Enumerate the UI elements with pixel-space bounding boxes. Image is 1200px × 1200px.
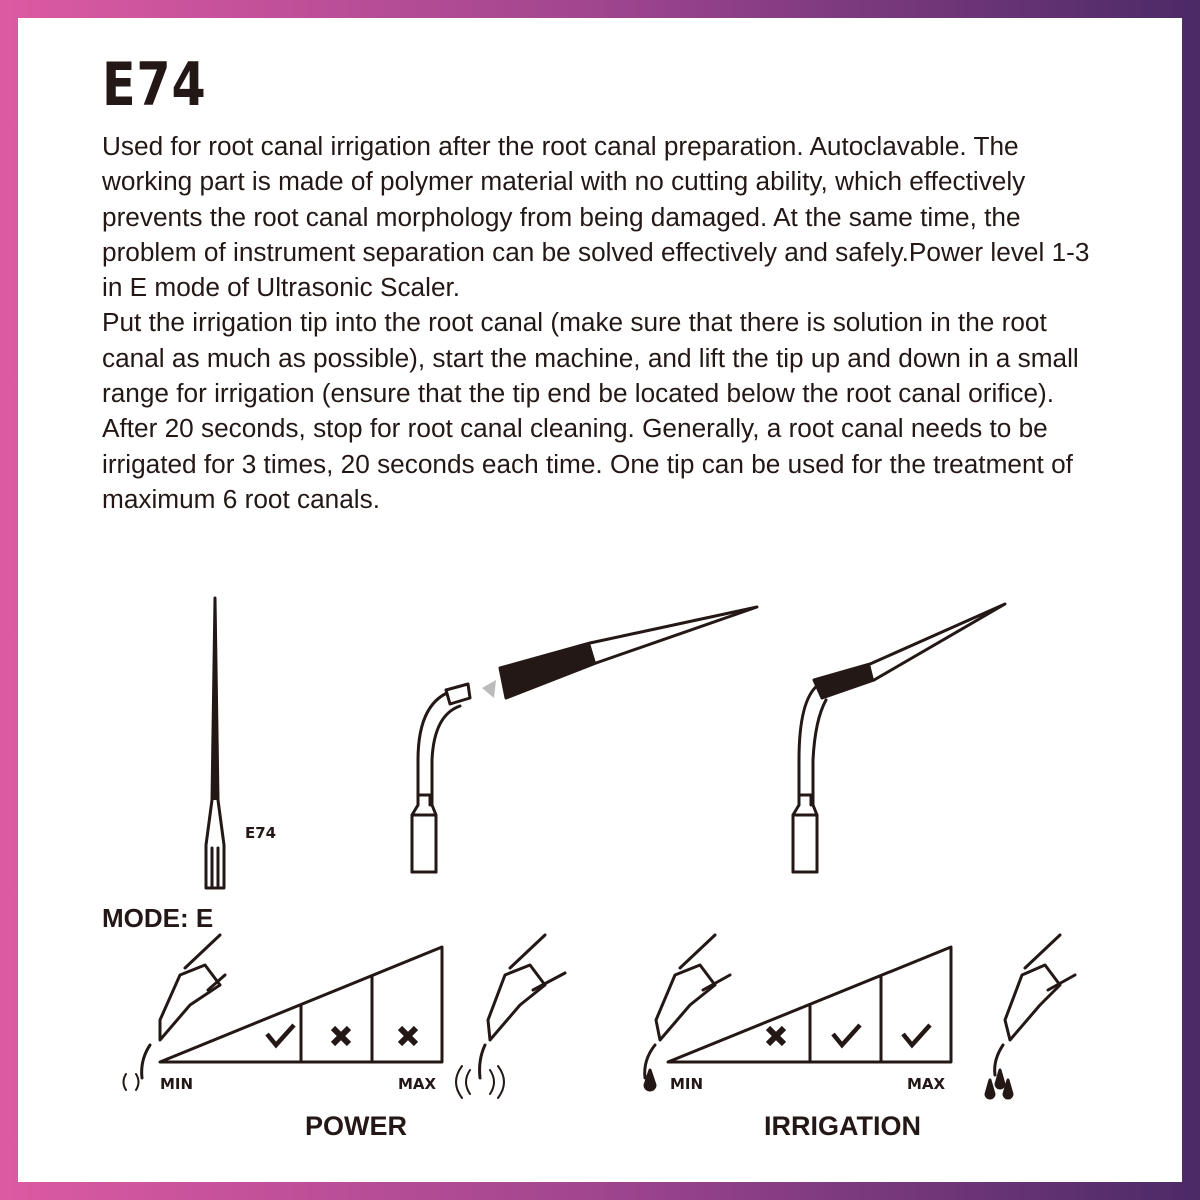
cross-icon: [333, 1028, 349, 1044]
tip-assembled-illustration: [793, 604, 1005, 872]
product-title: E74: [102, 50, 207, 120]
power-chart: [124, 935, 566, 1098]
power-min-label: MIN: [160, 1075, 194, 1093]
tip-attach-illustration: [412, 607, 757, 872]
description-paragraph: Used for root canal irrigation after the root canal preparation. Autoclavable. The working part is made of polymer material with no cutting ability, which effectively prevents the root canal morphology from being damaged. At the same time, the problem of instrument separation can be solved effectively and safely.Power level 1-3 in E mode of Ultrasonic Scaler.: [102, 131, 1090, 303]
tip-label: E74: [245, 824, 277, 842]
power-label: POWER: [305, 1111, 408, 1141]
irrigation-chart: [645, 935, 1075, 1098]
mode-label: MODE: E: [102, 903, 214, 933]
irrigation-label: IRRIGATION: [764, 1111, 921, 1141]
check-icon: [833, 1025, 860, 1045]
cross-icon: [400, 1028, 416, 1044]
irrigation-min-label: MIN: [670, 1075, 704, 1093]
check-icon: [903, 1025, 930, 1045]
power-max-label: MAX: [398, 1075, 437, 1093]
e74-tip-illustration: [206, 598, 224, 888]
cross-icon: [768, 1028, 784, 1044]
description-paragraph: Put the irrigation tip into the root canal (make sure that there is solution in the root canal as much as possible), start the machine, and lift the tip up and down in a small range for irrigation (ensure that the tip end be located below the root canal orifice). After 20 seconds, stop for root canal cleaning. Generally, a root canal needs to be irrigated for 3 times, 20 seconds each time. One tip can be used for the treatment of maximum 6 root canals.: [102, 307, 1079, 514]
check-icon: [267, 1025, 294, 1045]
irrigation-max-label: MAX: [907, 1075, 946, 1093]
